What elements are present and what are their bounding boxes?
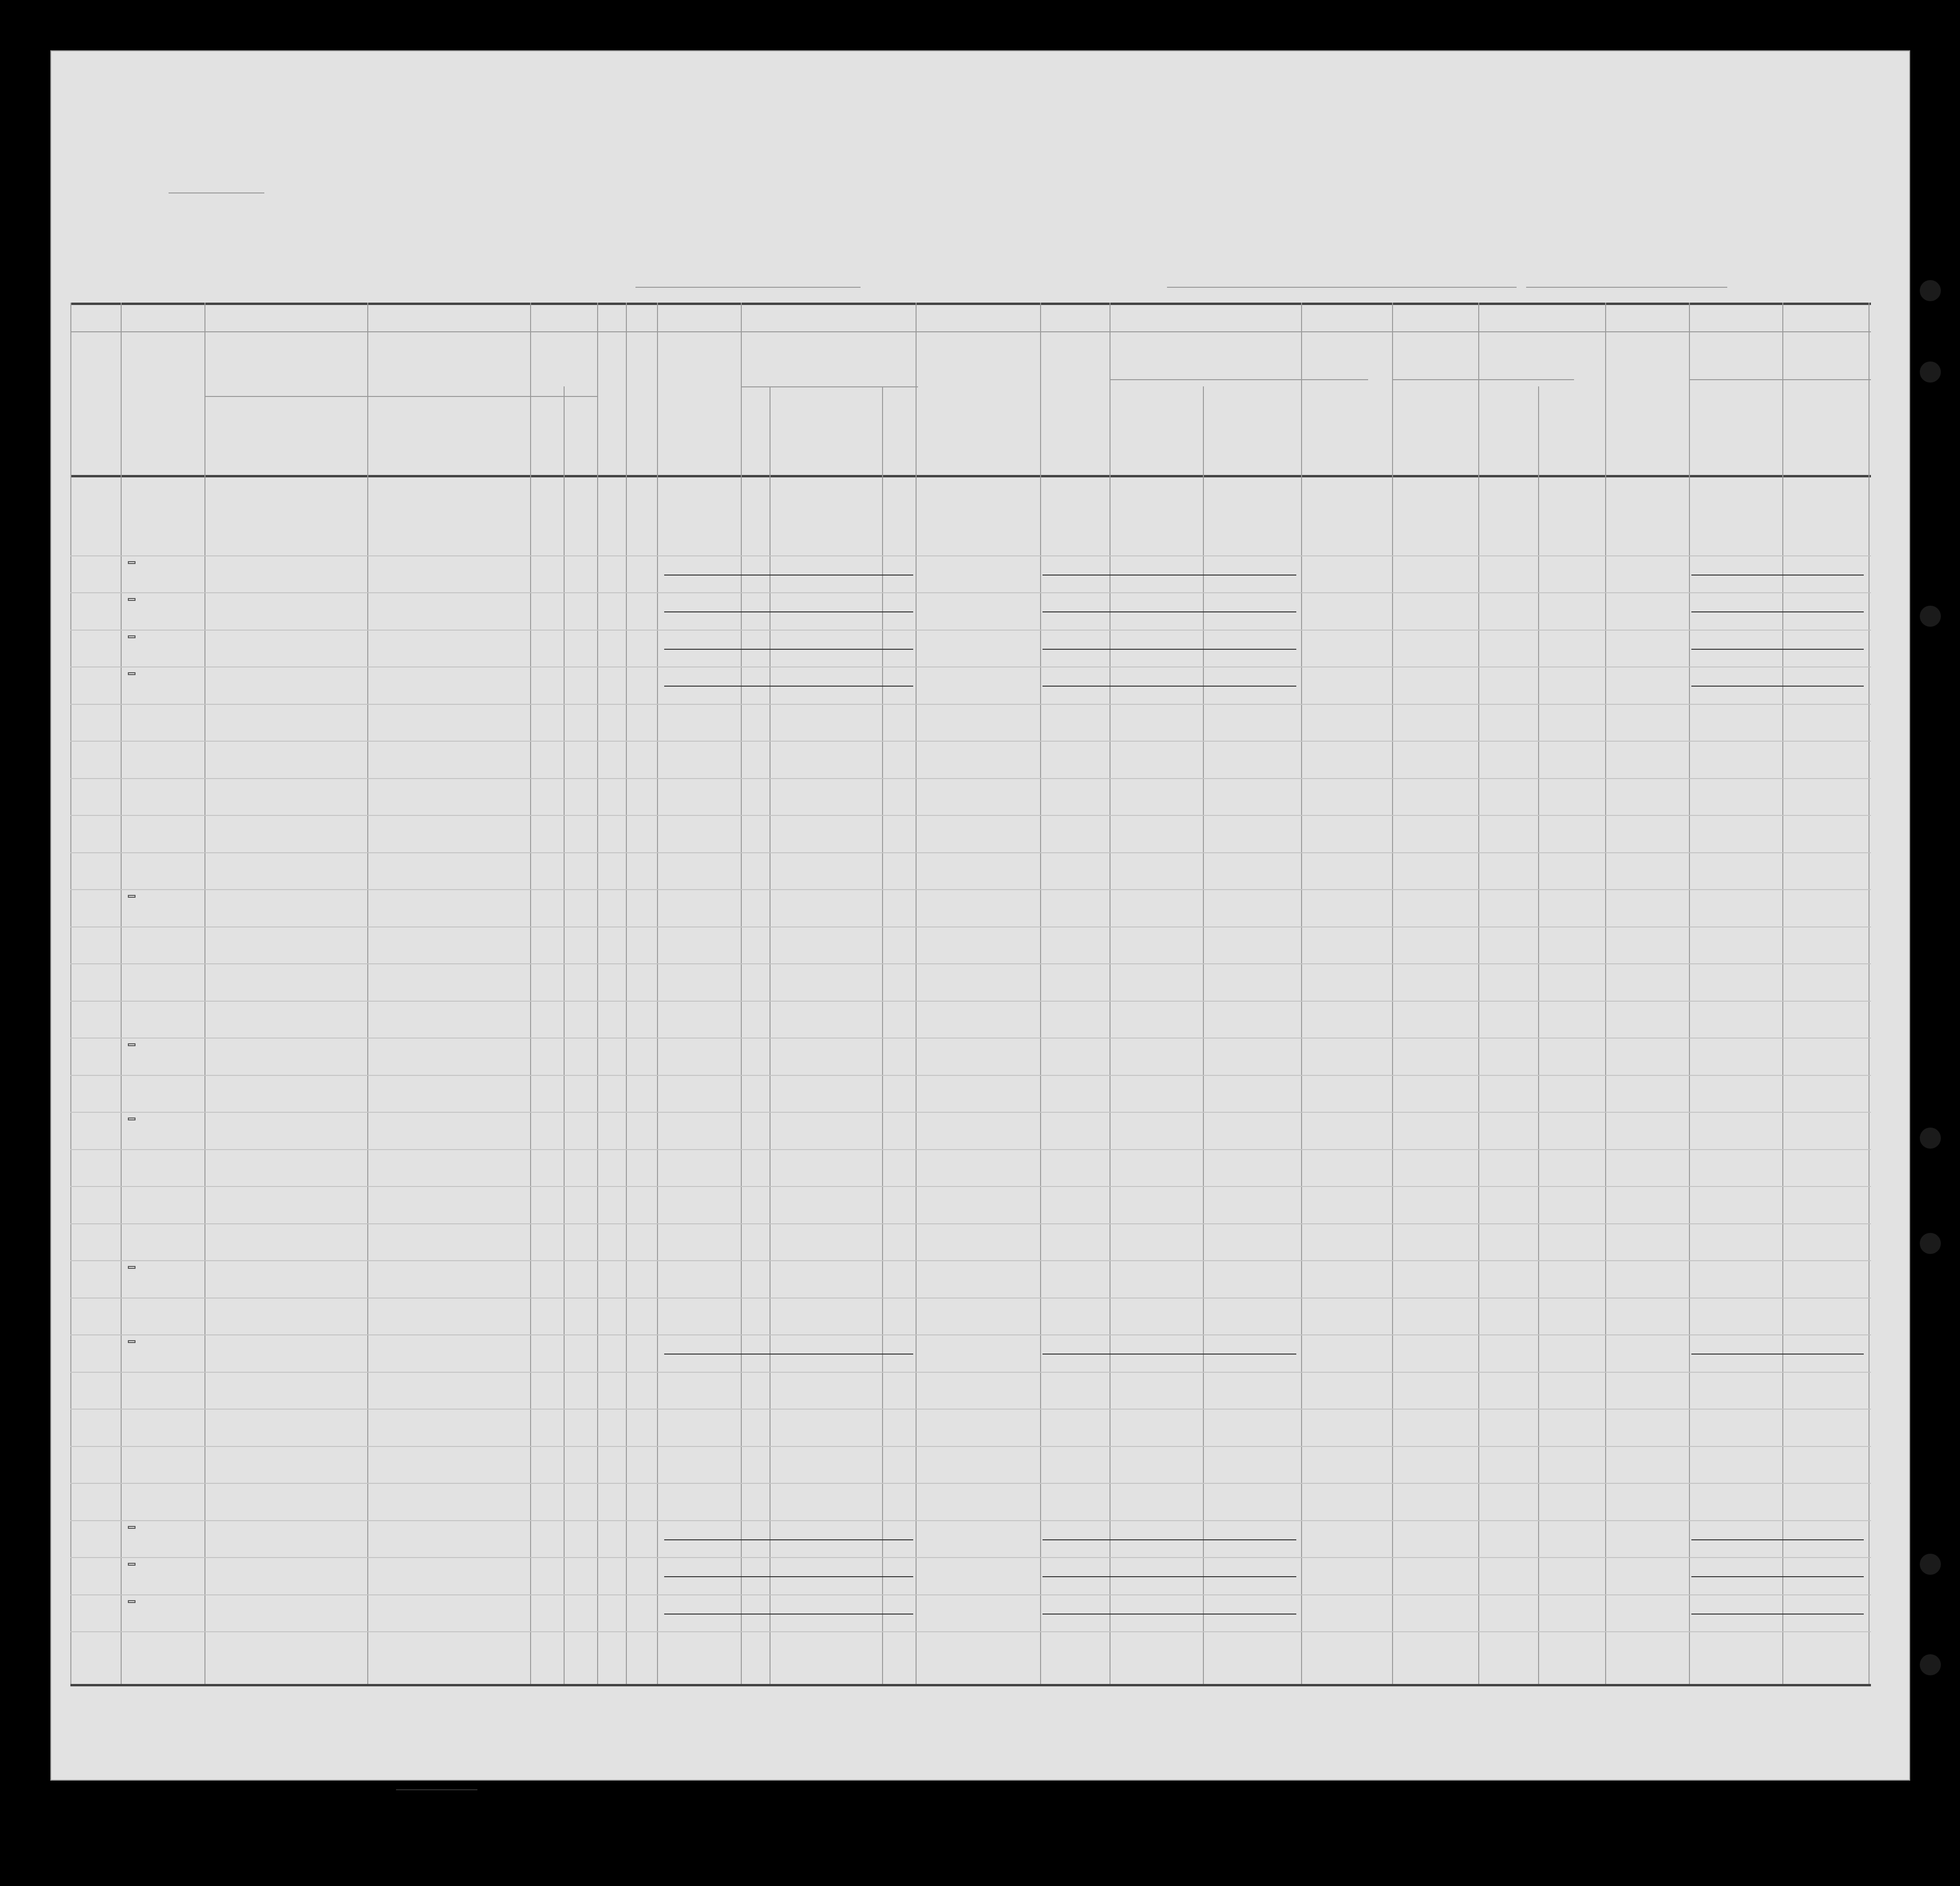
table-row — [70, 1525, 1871, 1562]
table-row — [70, 1562, 1871, 1599]
table-row — [70, 1042, 1871, 1080]
head-tax-stamp — [128, 895, 136, 898]
punch-hole — [1920, 1654, 1941, 1675]
table-row — [70, 1488, 1871, 1525]
table-row — [70, 857, 1871, 894]
head-tax-stamp — [128, 672, 136, 675]
table-row — [70, 1005, 1871, 1043]
head-tax-stamp — [128, 1563, 136, 1566]
table-row — [70, 1339, 1871, 1377]
table-row — [70, 745, 1871, 783]
table-row — [70, 1302, 1871, 1340]
table-row — [70, 1154, 1871, 1191]
manifest-sheet: . . . . . — [50, 50, 1910, 1781]
punch-hole — [1920, 606, 1941, 627]
table-row — [70, 1080, 1871, 1117]
head-tax-stamp — [128, 561, 136, 564]
table-row — [70, 634, 1871, 672]
punch-hole — [1920, 361, 1941, 383]
table-row — [70, 783, 1871, 820]
head-tax-stamp — [128, 635, 136, 638]
punch-hole — [1920, 280, 1941, 301]
table-row — [70, 709, 1871, 746]
table-row — [70, 1265, 1871, 1302]
table-row — [70, 1377, 1871, 1414]
head-tax-stamp — [128, 598, 136, 601]
punch-hole — [1920, 1554, 1941, 1575]
table-row — [70, 597, 1871, 634]
table-row — [70, 820, 1871, 857]
head-tax-stamp — [128, 1526, 136, 1529]
table-row — [70, 1413, 1871, 1451]
table-row — [70, 671, 1871, 709]
head-tax-stamp — [128, 1043, 136, 1046]
table-row — [70, 560, 1871, 598]
punch-hole — [1920, 1233, 1941, 1254]
table-row — [70, 968, 1871, 1005]
head-tax-stamp — [128, 1266, 136, 1269]
head-tax-stamp — [128, 1118, 136, 1120]
table-row — [70, 523, 1871, 560]
table-row — [70, 1117, 1871, 1154]
punch-hole — [1920, 1128, 1941, 1149]
table-row — [70, 931, 1871, 969]
table-row — [70, 1228, 1871, 1265]
table-row — [70, 1451, 1871, 1488]
table-row — [70, 894, 1871, 931]
head-tax-stamp — [128, 1600, 136, 1603]
head-tax-stamp — [128, 1340, 136, 1343]
table-row — [70, 1191, 1871, 1228]
table-row — [70, 1599, 1871, 1637]
